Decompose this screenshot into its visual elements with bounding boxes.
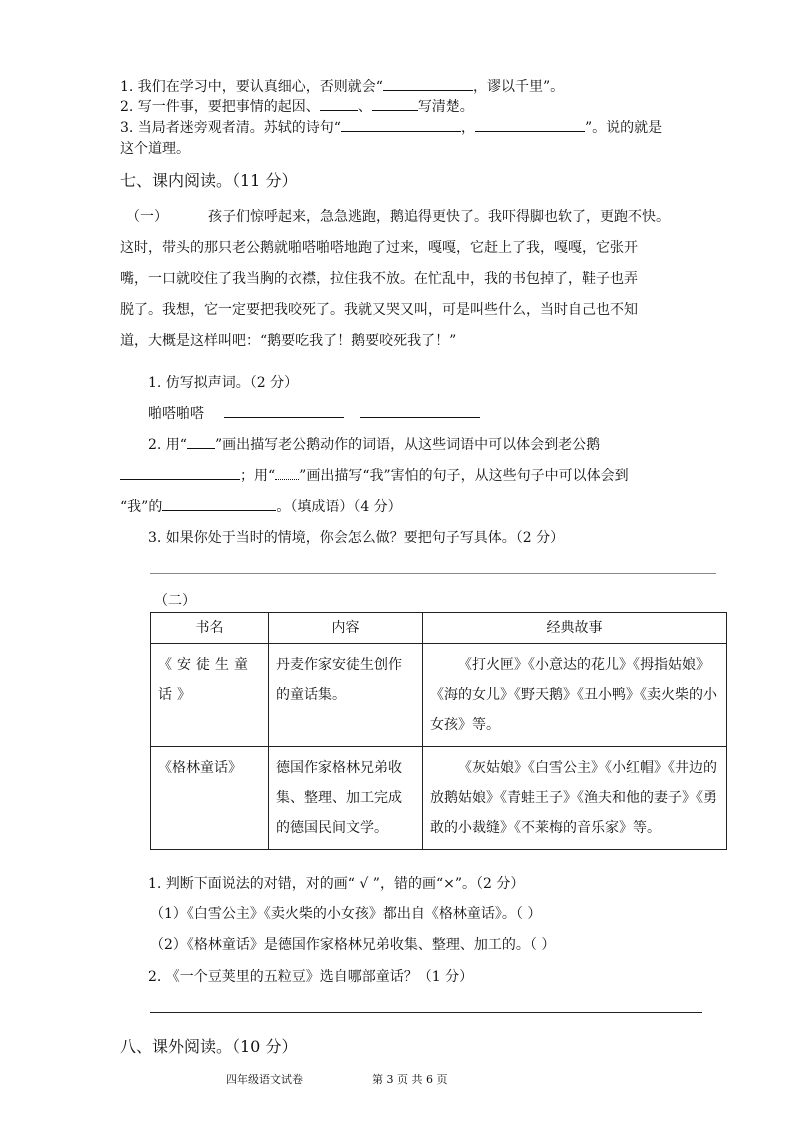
fill-question-3 [120,117,662,137]
table-row [151,644,727,747]
footer-exam-name: 四年级语文试卷 [226,1073,303,1086]
question-text: 。（填成语）（4 分） [276,499,402,515]
question-text: ”。说的就是 [584,120,663,136]
question-text: 1. 我们在学习中，要认真细心，否则就会“ [120,79,383,95]
answer-blank[interactable] [120,465,240,480]
question-2-line-3 [120,496,402,516]
footer-page-number: 第 3 页 共 6 页 [372,1073,448,1086]
question-text: ， [460,120,475,136]
question-1: 1. 仿写拟声词。（2 分） [148,375,299,391]
question-text: ”画出描写“我”害怕的句子，从这些句子中可以体会到 [299,468,629,484]
fill-question-2 [120,96,474,116]
passage-text: 孩子们惊呼起来，急急逃跑，鹅追得更快了。我吓得脚也软了，更跑不快。 [208,209,670,225]
question-text: “我”的 [120,499,163,515]
part-2-question-1: 1. 判断下面说法的对错，对的画“ √ ”，错的画“×”。（2 分） [148,876,525,892]
answer-blank[interactable] [360,403,480,418]
question-text: ”画出描写老公鹅动作的词语，从这些词语中可以体会到老公鹅 [214,437,601,453]
part-2-label: （二） [154,593,196,609]
section-7-heading: 七、课内阅读。（11 分） [120,171,298,190]
book-title-cell: 《安徒生童话》 [151,644,269,747]
section-8-heading: 八、课外阅读。（10 分） [120,1037,298,1056]
wavy-line-sample [275,465,299,480]
question-text: 、 [357,99,372,115]
book-table [150,612,727,850]
question-2-line-2 [120,465,629,485]
question-text: ，谬以千里”。 [472,79,565,95]
answer-blank[interactable] [341,117,461,132]
column-header: 经典故事 [423,613,727,644]
table-row [151,747,727,850]
content-cell: 德国作家格林兄弟收集、整理、加工完成的德国民间文学。 [269,747,423,850]
part-2-question-1b: （2）《格林童话》是德国作家格林兄弟收集、整理、加工的。（ ） [150,937,556,953]
passage-line [126,202,670,232]
part-2-question-1a: （1）《白雪公主》《卖火柴的小女孩》都出自《格林童话》。（ ） [150,906,542,922]
part-2-question-2: 2. 《一个豆荚里的五粒豆》选自哪部童话？（1 分） [148,969,474,985]
stories-cell: 《灰姑娘》《白雪公主》《小红帽》《井边的放鹅姑娘》《青蛙王子》《渔夫和他的妻子》《勇敢的小裁缝》《不莱梅的音乐家》等。 [423,747,727,850]
passage-line: 这时，带头的那只老公鹅就啪嗒啪嗒地跑了过来，嘎嘎，它赶上了我，嘎嘎，它张开 [120,240,638,256]
example-word: 啪嗒啪嗒 [148,406,204,422]
question-text: 2. 写一件事，要把事情的起因、 [120,99,320,115]
question-text: ；用“ [240,468,276,484]
answer-blank[interactable] [224,403,344,418]
part-1-label: （一） [126,209,168,225]
question-text: 2. 用“ [148,437,187,453]
column-header: 书名 [151,613,269,644]
question-3: 3. 如果你处于当时的情境，你会怎么做？要把句子写具体。（2 分） [148,530,565,546]
passage-line: 脱了。我想，它一定要把我咬死了。我就又哭又叫，可是叫些什么，当时自己也不知 [120,302,638,318]
book-title-cell: 《格林童话》 [151,747,269,850]
passage-line: 嘴，一口就咬住了我当胸的衣襟，拉住我不放。在忙乱中，我的书包掉了，鞋子也弄 [120,271,638,287]
question-text: 3. 当局者迷旁观者清。苏轼的诗句“ [120,120,341,136]
answer-blank[interactable] [162,496,276,511]
passage-line: 道，大概是这样叫吧：“鹅要吃我了！鹅要咬死我了！” [120,333,457,349]
answer-blank[interactable] [372,96,418,111]
question-text: 写清楚。 [417,99,474,115]
answer-blank[interactable] [475,117,585,132]
straight-line-sample [187,434,215,449]
answer-line[interactable] [150,573,716,574]
content-cell: 丹麦作家安徒生创作的童话集。 [269,644,423,747]
answer-line[interactable] [150,1012,702,1013]
answer-blank[interactable] [383,76,473,91]
stories-cell: 《打火匣》《小意达的花儿》《拇指姑娘》《海的女儿》《野天鹅》《丑小鸭》《卖火柴的小女孩》等。 [423,644,727,747]
question-2 [148,434,600,454]
column-header: 内容 [269,613,423,644]
fill-question-3-continued: 这个道理。 [120,141,190,157]
fill-question-1 [120,76,564,96]
question-1-example [148,403,480,423]
answer-blank[interactable] [320,96,358,111]
table-header-row [151,613,727,644]
